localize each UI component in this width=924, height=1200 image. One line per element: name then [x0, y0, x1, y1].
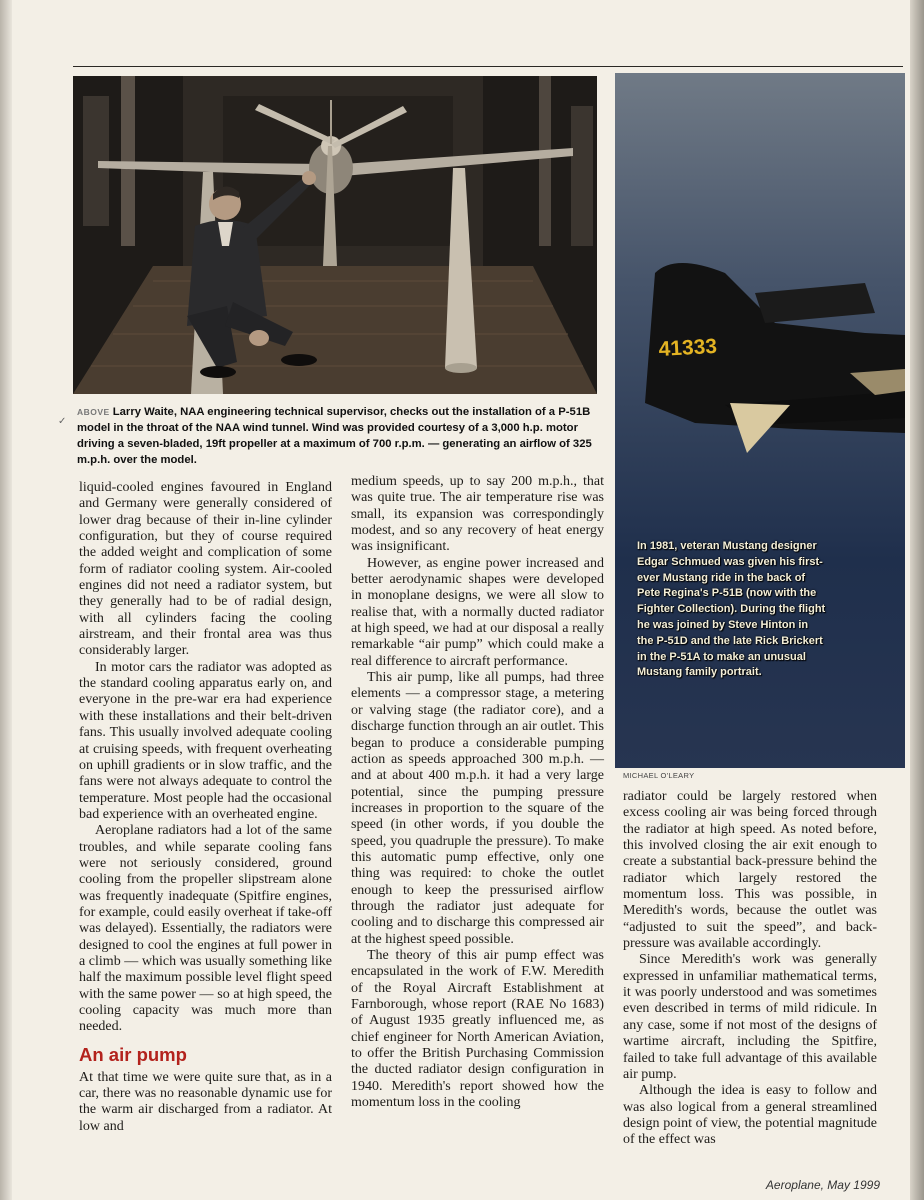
article-column-2: [351, 474, 604, 1111]
caption-text: Larry Waite, NAA engineering technical supervisor, checks out the installation of a P-51B model in the throat of the NAA wind tunnel. Wind was provided courtesy of a 3,000 h.p. motor driving a seven-bladed, 19ft propeller at a maximum of 700 r.p.m. — generating an airflow of 325 m.p.h. over the model.: [77, 406, 592, 466]
paragraph: The theory of this air pump effect was encapsulated in the work of F.W. Meredith of the Royal Aircraft Establishment at Farnborough, whose report (RAE No 1683) of August 1935 greatly influenced me, as chief engineer for North American Aviation, to offer the British Purchasing Commission the ducted radiator design configuration in 1940. Meredith's report showed how the momentum loss in the cooling: [351, 947, 604, 1111]
paragraph: radiator could be largely restored when excess cooling air was being forced through the radiator at high speed. As noted before, this involved closing the air exit enough to create a substantial back-pressure behind the radiator which largely restored the momentum loss. This was possible, in Meredith's words, because the outlet was “adjusted to suit the speed”, and back-pressure was available accordingly.: [623, 789, 877, 952]
mustang-tail-photo: [615, 73, 905, 768]
paragraph: At that time we were quite sure that, as in a car, there was no reasonable dynamic use for the warm air discharged from a radiator. At low and: [79, 1069, 332, 1134]
article-column-3: [623, 789, 877, 1149]
paragraph: liquid-cooled engines favoured in England and Germany were generally considered of lower drag because of their in-line cylinder configuration, but they of course required the added weight and complication of some form of radiator cooling system. Air-cooled engines did not need a radiator system, but they generally had to be of radial design, with all cylinders facing the cooling airstream, and their frontal area was thus considerably larger.: [79, 480, 332, 659]
page-footer: Aeroplane, May 1999: [765, 1178, 880, 1192]
section-heading: An air pump: [79, 1043, 187, 1065]
article-column-1: [79, 480, 332, 1135]
photo-caption: [77, 404, 597, 468]
page-gutter-shadow: [0, 0, 12, 1200]
top-rule: [73, 66, 903, 67]
page-edge-shadow: [910, 0, 924, 1200]
paragraph: Since Meredith's work was generally expressed in unfamiliar mathematical terms, it was poorly understood and was sometimes even described in terms of mild ridicule. In any case, some if not most of the designs of wartime aircraft, including the Spitfire, failed to take full advantage of this available air pump.: [623, 952, 877, 1082]
wind-tunnel-illustration: [73, 76, 597, 394]
paragraph: Although the idea is easy to follow and was also logical from a general streamlined design point of view, the potential magnitude of the effect was: [623, 1083, 877, 1148]
photo-credit: MICHAEL O'LEARY: [623, 771, 695, 780]
wind-tunnel-photo: [73, 76, 597, 394]
caption-label: ABOVE: [77, 407, 110, 417]
paragraph: In motor cars the radiator was adopted as the standard cooling apparatus early on, and everyone in the pre-war era had experience with these installations and their belt-driven fans. This usually involved adequate cooling at cruising speeds, with frequent overheating on uphill gradients or in slow traffic, and the fans were not always adequate to control the temperature. Most people had the occasional bad experience with an overheated engine.: [79, 659, 332, 822]
tail-number: 41333: [658, 334, 718, 361]
side-photo-caption: In 1981, veteran Mustang designer Edgar Schmued was given his first-ever Mustang ride in the back of Pete Regina's P-51B (now with the Fighter Collection). During the flight he was joined by Steve Hinton in the P-51D and the late Rick Brickert in the P-51A to make an unusual Mustang family portrait.: [637, 540, 826, 679]
paragraph: medium speeds, up to say 200 m.p.h., that was quite true. The air temperature rise was small, its expansion was correspondingly modest, and so any recovery of heat energy was insignificant.: [351, 474, 604, 555]
margin-mark: ✓: [58, 416, 67, 427]
paragraph: This air pump, like all pumps, had three elements — a compressor stage, a metering or valving stage (the radiator core), and a discharge function through an air outlet. This began to produce a considerable pumping action as speeds approached 300 m.p.h. — and at about 400 m.p.h. it had a very large potential, since the pumping pressure increases in proportion to the square of the speed (in other words, if you double the speed, you quadruple the pressure). To make this automatic pump effective, only one thing was required: to choke the outlet enough to keep the pressurised airflow through the radiator just adequate for cooling and to discharge this compressed air at the highest speed possible.: [351, 670, 604, 947]
paragraph: Aeroplane radiators had a lot of the same troubles, and while separate cooling fans were not seriously considered, ground cooling from the propeller slipstream alone was frequently inadequate (Spitfire engines, for example, could easily overheat if take-off was delayed). Essentially, the radiators were designed to cool the engines at full power in a climb — which was usually something like half the maximum possible level flight speed with the same power — so at high speed, the cooling capacity was much more than needed.: [79, 823, 332, 1035]
paragraph: However, as engine power increased and better aerodynamic shapes were developed in monoplane designs, we were all slow to realise that, with a normally ducted radiator at high speed, we had at our disposal a really remarkable “air pump” which could make a real difference to aircraft performance.: [351, 555, 604, 669]
